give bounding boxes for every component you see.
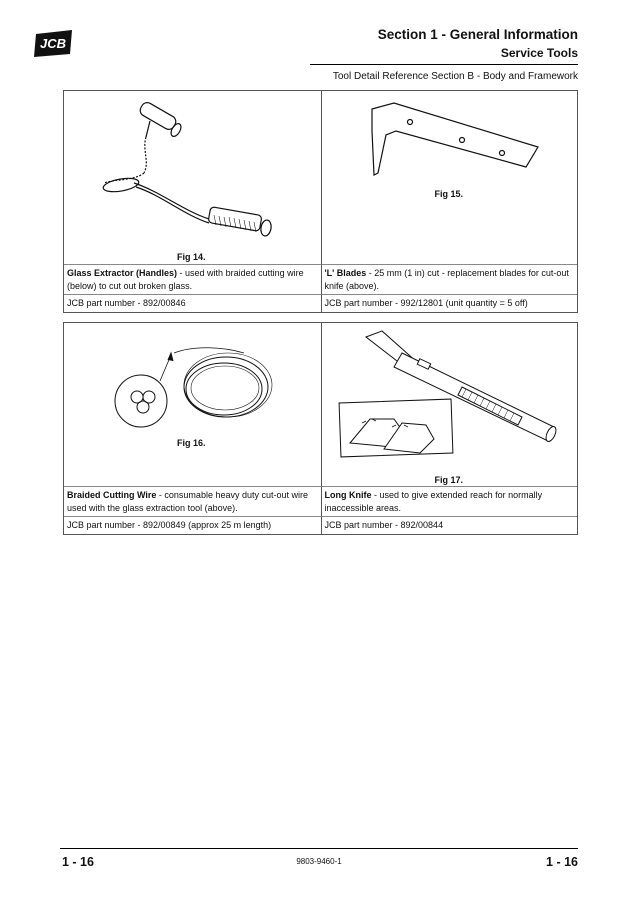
part-number: JCB part number - 892/00846	[64, 294, 321, 312]
braided-wire-illustration	[64, 323, 320, 486]
subsection-title: Service Tools	[500, 46, 578, 60]
tools-table-1	[63, 90, 578, 313]
page-number-right: 1 - 16	[546, 855, 578, 869]
long-knife-illustration	[322, 323, 578, 486]
tool-name: Long Knife	[324, 490, 372, 500]
figure-braided-wire	[64, 323, 321, 486]
footer-rule	[60, 848, 578, 849]
jcb-logo	[30, 28, 76, 58]
tool-description	[321, 486, 578, 516]
tool-description	[321, 264, 578, 294]
fig-label: Fig 14.	[177, 252, 206, 262]
figure-glass-extractor	[64, 91, 321, 264]
figure-long-knife	[321, 323, 578, 486]
tool-name: Braided Cutting Wire	[67, 490, 157, 500]
page-number-left: 1 - 16	[62, 855, 94, 869]
part-number: JCB part number - 892/00844	[321, 516, 578, 534]
header-rule	[310, 64, 578, 65]
tool-desc: - 25 mm (1 in) cut - replacement blades for cut-out knife (above).	[324, 268, 569, 291]
fig-label: Fig 15.	[434, 189, 464, 199]
figure-l-blades	[321, 91, 578, 264]
section-reference: Tool Detail Reference Section B - Body and Framework	[332, 71, 578, 82]
fig-label: Fig 16.	[177, 438, 206, 448]
tool-name: Glass Extractor (Handles)	[67, 268, 178, 278]
tool-description	[64, 264, 321, 294]
part-number: JCB part number - 892/00849 (approx 25 m length)	[64, 516, 321, 534]
tools-table-2	[63, 322, 578, 535]
l-blades-illustration	[322, 91, 578, 264]
document-number: 9803-9460-1	[296, 857, 342, 866]
tool-desc: - consumable heavy duty cut-out wire used with the glass extraction tool (above).	[67, 490, 308, 513]
section-title: Section 1 - General Information	[377, 27, 578, 42]
fig-label: Fig 17.	[434, 475, 464, 485]
tool-desc: - used with braided cutting wire (below) to cut out broken glass.	[67, 268, 304, 291]
tool-name: 'L' Blades	[324, 268, 367, 278]
tool-description	[64, 486, 321, 516]
glass-extractor-illustration	[64, 91, 320, 264]
tool-desc: - used to give extended reach for normally inaccessible areas.	[324, 490, 543, 513]
part-number: JCB part number - 992/12801 (unit quantity = 5 off)	[321, 294, 578, 312]
svg-text:JCB: JCB	[39, 36, 67, 51]
